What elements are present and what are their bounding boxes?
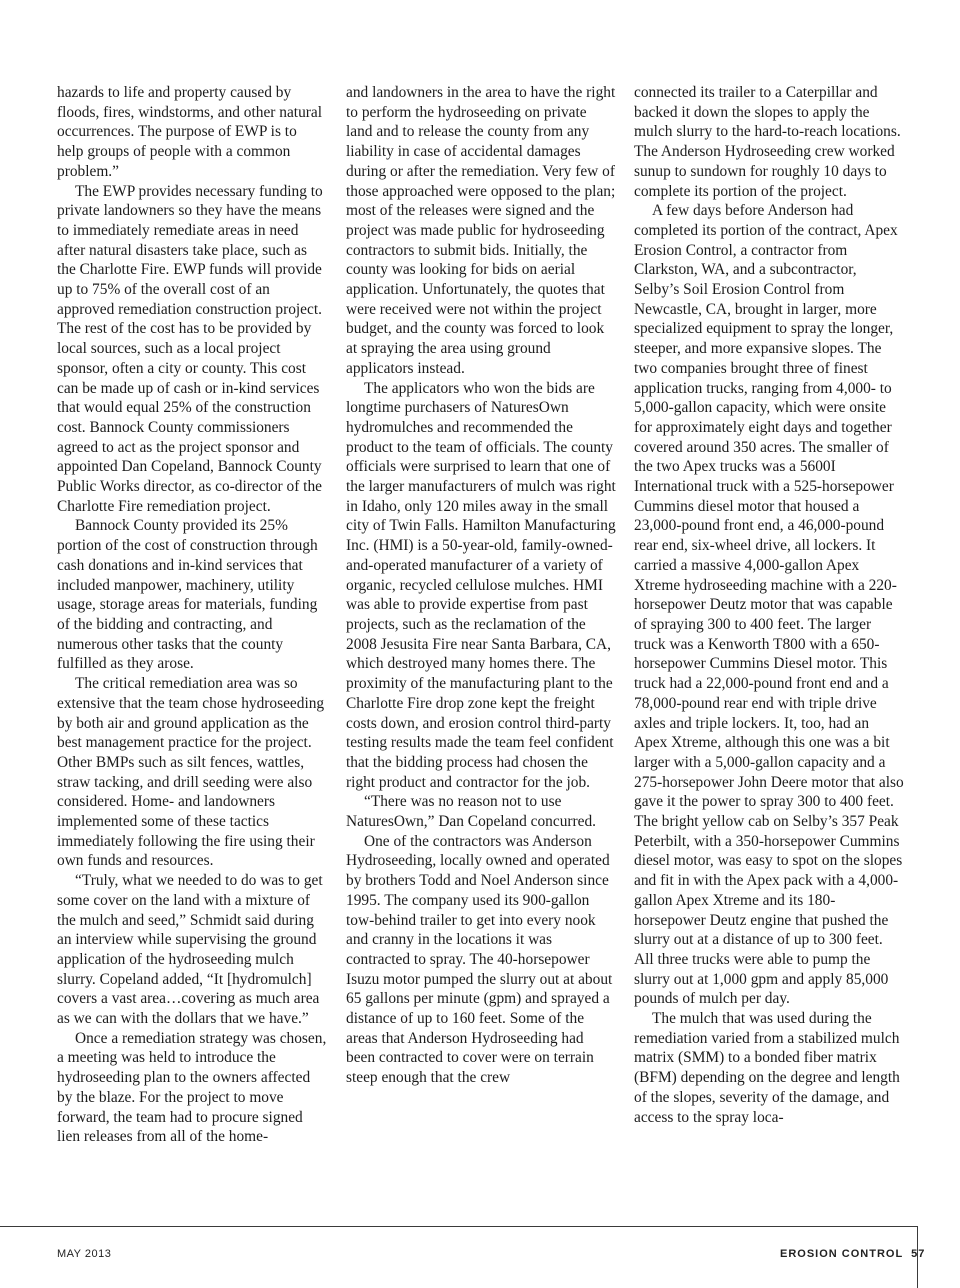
paragraph: “Truly, what we needed to do was to get some cover on the land with a mixture of the mulch and seed,” Schmidt said during an interview while supervising the ground application of the hydroseeding mulch slurry. Copeland added, “It [hydromulch] covers a vast area…covering as much area as we can with the dollars that we have.” <box>57 872 323 1028</box>
footer-divider <box>0 1226 918 1227</box>
article-column-3 <box>634 83 904 1127</box>
paragraph: One of the contractors was Anderson Hydroseeding, locally owned and operated by brothers Todd and Noel Anderson since 1995. The company used its 900-gallon tow-behind trailer to get into every nook and cranny in the locations it was contracted to spray. The 40-horsepower Isuzu motor pumped the slurry out at about 65 gallons per minute (gpm) and sprayed a distance of up to 160 feet. Some of the areas that Anderson Hydroseeding had been contracted to cover were on terrain steep enough that the crew <box>346 832 613 1087</box>
paragraph: The mulch that was used during the remediation varied from a stabilized mulch matrix (SMM) to a bonded fiber matrix (BFM) depending on the degree and length of the slopes, severity of the damage, and access to the spray loca- <box>634 1010 900 1126</box>
paragraph: The critical remediation area was so extensive that the team chose hydroseeding by both air and ground application as the best management practice for the project. Other BMPs such as silt fences, wattles, straw tacking, and drill seeding were also considered. Home- and landowners implemented some of these tactics immediately following the fire using their own funds and resources. <box>57 675 325 870</box>
paragraph: The EWP provides necessary funding to private landowners so they have the means to immediately remediate areas in need after natural disasters take place, such as the Charlotte Fire. EWP funds will provide up to 75% of the overall cost of an approved remediation construction project. The rest of the cost has to be provided by local sources, such as a local project sponsor, often a city or county. This cost can be made up of cash or in-kind services that would equal 25% of the construction cost. Bannock County commissioners agreed to act as the project sponsor and appointed Dan Copeland, Bannock County Public Works director, as co-director of the Charlotte Fire remediation project. <box>57 182 323 515</box>
issue-date: MAY 2013 <box>57 1248 112 1260</box>
paragraph: “There was no reason not to use NaturesOwn,” Dan Copeland concurred. <box>346 793 597 831</box>
paragraph: Once a remediation strategy was chosen, a meeting was held to introduce the hydroseeding plan to the owners affected by the blaze. For the project to move forward, the team had to procure signed lien releases from all of the home- <box>57 1029 327 1146</box>
running-footer <box>780 1248 925 1260</box>
paragraph: The applicators who won the bids are longtime purchasers of NaturesOwn hydromulches and recommended the product to the team of officials. The county officials were surprised to learn that one of the larger manufacturers of mulch was right in Idaho, only 120 miles away in the small city of Twin Falls. Hamilton Manufacturing Inc. (HMI) is a 50-year-old, family-owned-and-operated manufacturer of a variety of organic, recycled cellulose mulches. HMI was able to provide expertise from past projects, such as the reclamation of the 2008 Jesusita Fire near Santa Barbara, CA, which destroyed many homes there. The proximity of the manufacturing plant to the Charlotte Fire drop zone kept the freight costs down, and erosion control third-party testing results made the team feel confident that the bidding process had chosen the right product and contractor for the job. <box>346 379 616 791</box>
article-column-1 <box>57 83 327 1147</box>
article-column-2 <box>346 83 616 1088</box>
paragraph: Bannock County provided its 25% portion of the cost of construction through cash donations and in-kind services that included manpower, machinery, utility usage, storage areas for materials, funding of the bidding and contracting, and numerous other tasks that the county fulfilled as they arose. <box>57 517 318 673</box>
page-number: 57 <box>911 1248 926 1260</box>
paragraph: hazards to life and property caused by floods, fires, windstorms, and other natural occurrences. The purpose of EWP is to help groups of people with a common problem.” <box>57 84 323 180</box>
paragraph: A few days before Anderson had completed its portion of the contract, Apex Erosion Control, a contractor from Clarkston, WA, and a subcontractor, Selby’s Soil Erosion Control from Newcastle, CA, brought in larger, more specialized equipment to spray the longer, steeper, and more expansive slopes. The two companies brought three of finest application trucks, ranging from 4,000- to 5,000-gallon capacity, which were onsite for approximately eight days and together covered around 350 acres. The smaller of the two Apex trucks was a 5600I International truck with a 525-horsepower Cummins diesel motor that housed a 23,000-pound front end, a 46,000-pound rear end, six-wheel drive, all lockers. It carried a massive 4,000-gallon Apex Xtreme hydroseeding machine with a 220-horsepower Deutz motor that was capable of spraying 300 to 400 feet. The larger truck was a Kenworth T800 with a 650-horsepower Cummins Diesel motor. This truck had a 22,000-pound front end and a 78,000-pound rear end with triple drive axles and triple lockers. It, too, had an Apex Xtreme, although this one was a bit larger with a 5,000-gallon capacity and a 275-horsepower John Deere motor that also gave it the power to spray 300 to 400 feet. The bright yellow cab on Selby’s 357 Peak Peterbilt, with a 350-horsepower Cummins diesel motor, was easy to spot on the slopes and fit in with the Apex pack with a 4,000-gallon Apex Xtreme and its 180-horsepower Deutz engine that pushed the slurry out at a distance of up to 300 feet. All three trucks were able to pump the slurry out at 1,000 gpm and apply 85,000 pounds of mulch per day. <box>634 202 904 1008</box>
paragraph: and landowners in the area to have the right to perform the hydroseeding on private land and to release the county from any liability in case of accidental damages during or after the remediation. Very few of those approached were opposed to the plan; most of the releases were signed and the project was made public for hydroseeding contractors to submit bids. Initially, the county was looking for bids on aerial application. Unfortunately, the quotes that were received were not within the project budget, and the county was forced to look at spraying the area using ground applicators instead. <box>346 84 616 377</box>
paragraph: connected its trailer to a Caterpillar and backed it down the slopes to apply the mulch slurry to the hard-to-reach locations. The Anderson Hydroseeding crew worked sunup to sundown for roughly 10 days to complete its portion of the project. <box>634 84 901 200</box>
magazine-title: EROSION CONTROL <box>780 1248 904 1260</box>
